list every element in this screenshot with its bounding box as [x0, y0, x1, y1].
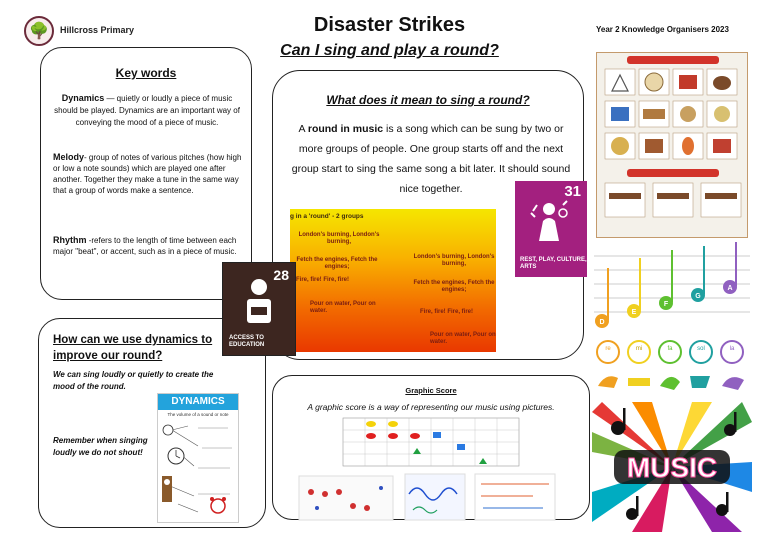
student-book-icon: [237, 277, 281, 327]
dynamics-definition: [53, 92, 241, 129]
round-panel: [272, 70, 587, 360]
solfege-sol: sol: [697, 346, 705, 352]
dynamics-question: How can we use dynamics to improve our round?: [53, 334, 213, 362]
colorful-music-illustration: [592, 402, 752, 532]
solfege-la: la: [729, 346, 735, 352]
lyric-right-2: Fetch the engines, Fetch the engines;: [413, 280, 495, 293]
round-lyrics-image: [290, 209, 496, 352]
sdg-28-number: 28: [273, 267, 289, 283]
lyric-left-1: London's burning, London's burning,: [298, 232, 380, 245]
rhythm-definition: [53, 235, 243, 257]
note-names-illustration: [594, 242, 750, 334]
music-artwork: [592, 402, 752, 532]
melody-term: Melody: [53, 152, 85, 162]
note-g: G: [695, 293, 701, 300]
dynamics-def-text: — quietly or loudly a piece of music should be played. Dynamics are an important way of conveying the mood of a piece of music.: [54, 94, 240, 127]
graphic-score-examples: [273, 414, 591, 524]
key-words-title: Key words: [115, 66, 177, 80]
round-term: round in music: [307, 123, 384, 135]
rhythm-term: Rhythm: [53, 235, 87, 245]
melody-def-text: - group of notes of various pitches (how high or low a note sounds) which are played one after another. Together they make a tune in the same way that a group of words make a sentence.: [53, 153, 242, 195]
tree-icon: 🌳: [29, 23, 49, 40]
lyric-left-2: Fetch the engines, Fetch the engines;: [296, 257, 378, 270]
lyric-right-1: London's burning, London's burning,: [413, 254, 495, 267]
dynamics-chart-header: DYNAMICS: [158, 394, 238, 410]
round-text-b: is a song which can be sung by two or more groups of people. One group starts off and the next group start to sing the same song a bit later. It should sound nice together.: [291, 123, 571, 195]
round-text-a: A: [298, 123, 308, 135]
graphic-score-text: A graphic score is a way of representing our music using pictures.: [307, 402, 555, 412]
rhythm-def-text: -refers to the length of time between each major "beat", or accent, such as in a piece of music.: [53, 236, 237, 256]
solfege-illustration: [594, 338, 750, 394]
lyric-right-4: Pour on water, Pour on water.: [430, 332, 496, 345]
note-d: D: [599, 319, 605, 326]
lyric-left-4: Pour on water, Pour on water.: [310, 301, 376, 314]
solfege-mi: mi: [635, 346, 643, 352]
hand-icons: [598, 376, 744, 390]
sdg-28-badge: [222, 262, 296, 356]
lyric-right-3: Fire, fire! Fire, fire!: [420, 309, 474, 315]
note-e: E: [631, 309, 637, 316]
percussion-instruments-chart: [596, 52, 748, 238]
dynamics-term: Dynamics: [61, 93, 105, 103]
note-f: F: [663, 301, 669, 308]
solfege-hand-signs: [594, 338, 750, 394]
page-subtitle: Can I sing and play a round?: [280, 42, 499, 59]
page-title: Disaster Strikes: [313, 14, 466, 36]
sdg-28-label: ACCESS TO EDUCATION: [229, 335, 265, 348]
dynamics-chart-caption: The volume of a sound or note: [167, 412, 229, 417]
graphic-score-panel: [272, 375, 590, 520]
year-label: Year 2 Knowledge Organisers 2023: [596, 25, 729, 34]
dynamics-text-1: We can sing loudly or quietly to create the mood of the round.: [53, 370, 214, 391]
dynamics-text-2: Remember when singing loudly we do not shout!: [53, 436, 148, 457]
percussion-instruments-illustration: [597, 53, 749, 239]
person-music-icon: [529, 199, 569, 243]
school-name: Hillcross Primary: [60, 25, 135, 35]
clocks-illustration: [158, 416, 240, 526]
solfege-re: re: [605, 346, 611, 352]
round-title: What does it mean to sing a round?: [326, 93, 530, 107]
music-staff: [594, 242, 750, 334]
music-word: MUSIC: [626, 452, 718, 483]
note-a: A: [727, 285, 733, 292]
graphic-score-title: Graphic Score: [405, 386, 457, 395]
sdg-31-badge: [515, 181, 587, 277]
melody-definition: [53, 152, 243, 196]
sdg-31-label: REST, PLAY, CULTURE, ARTS: [520, 257, 587, 270]
sdg-31-number: 31: [564, 183, 581, 200]
lyrics-header: g in a 'round' - 2 groups: [290, 213, 364, 220]
key-words-panel: [40, 47, 252, 300]
solfege-fa: fa: [667, 346, 673, 352]
lyric-left-3: Fire, fire! Fire, fire!: [296, 277, 350, 283]
dynamics-chart-image: [157, 393, 239, 523]
